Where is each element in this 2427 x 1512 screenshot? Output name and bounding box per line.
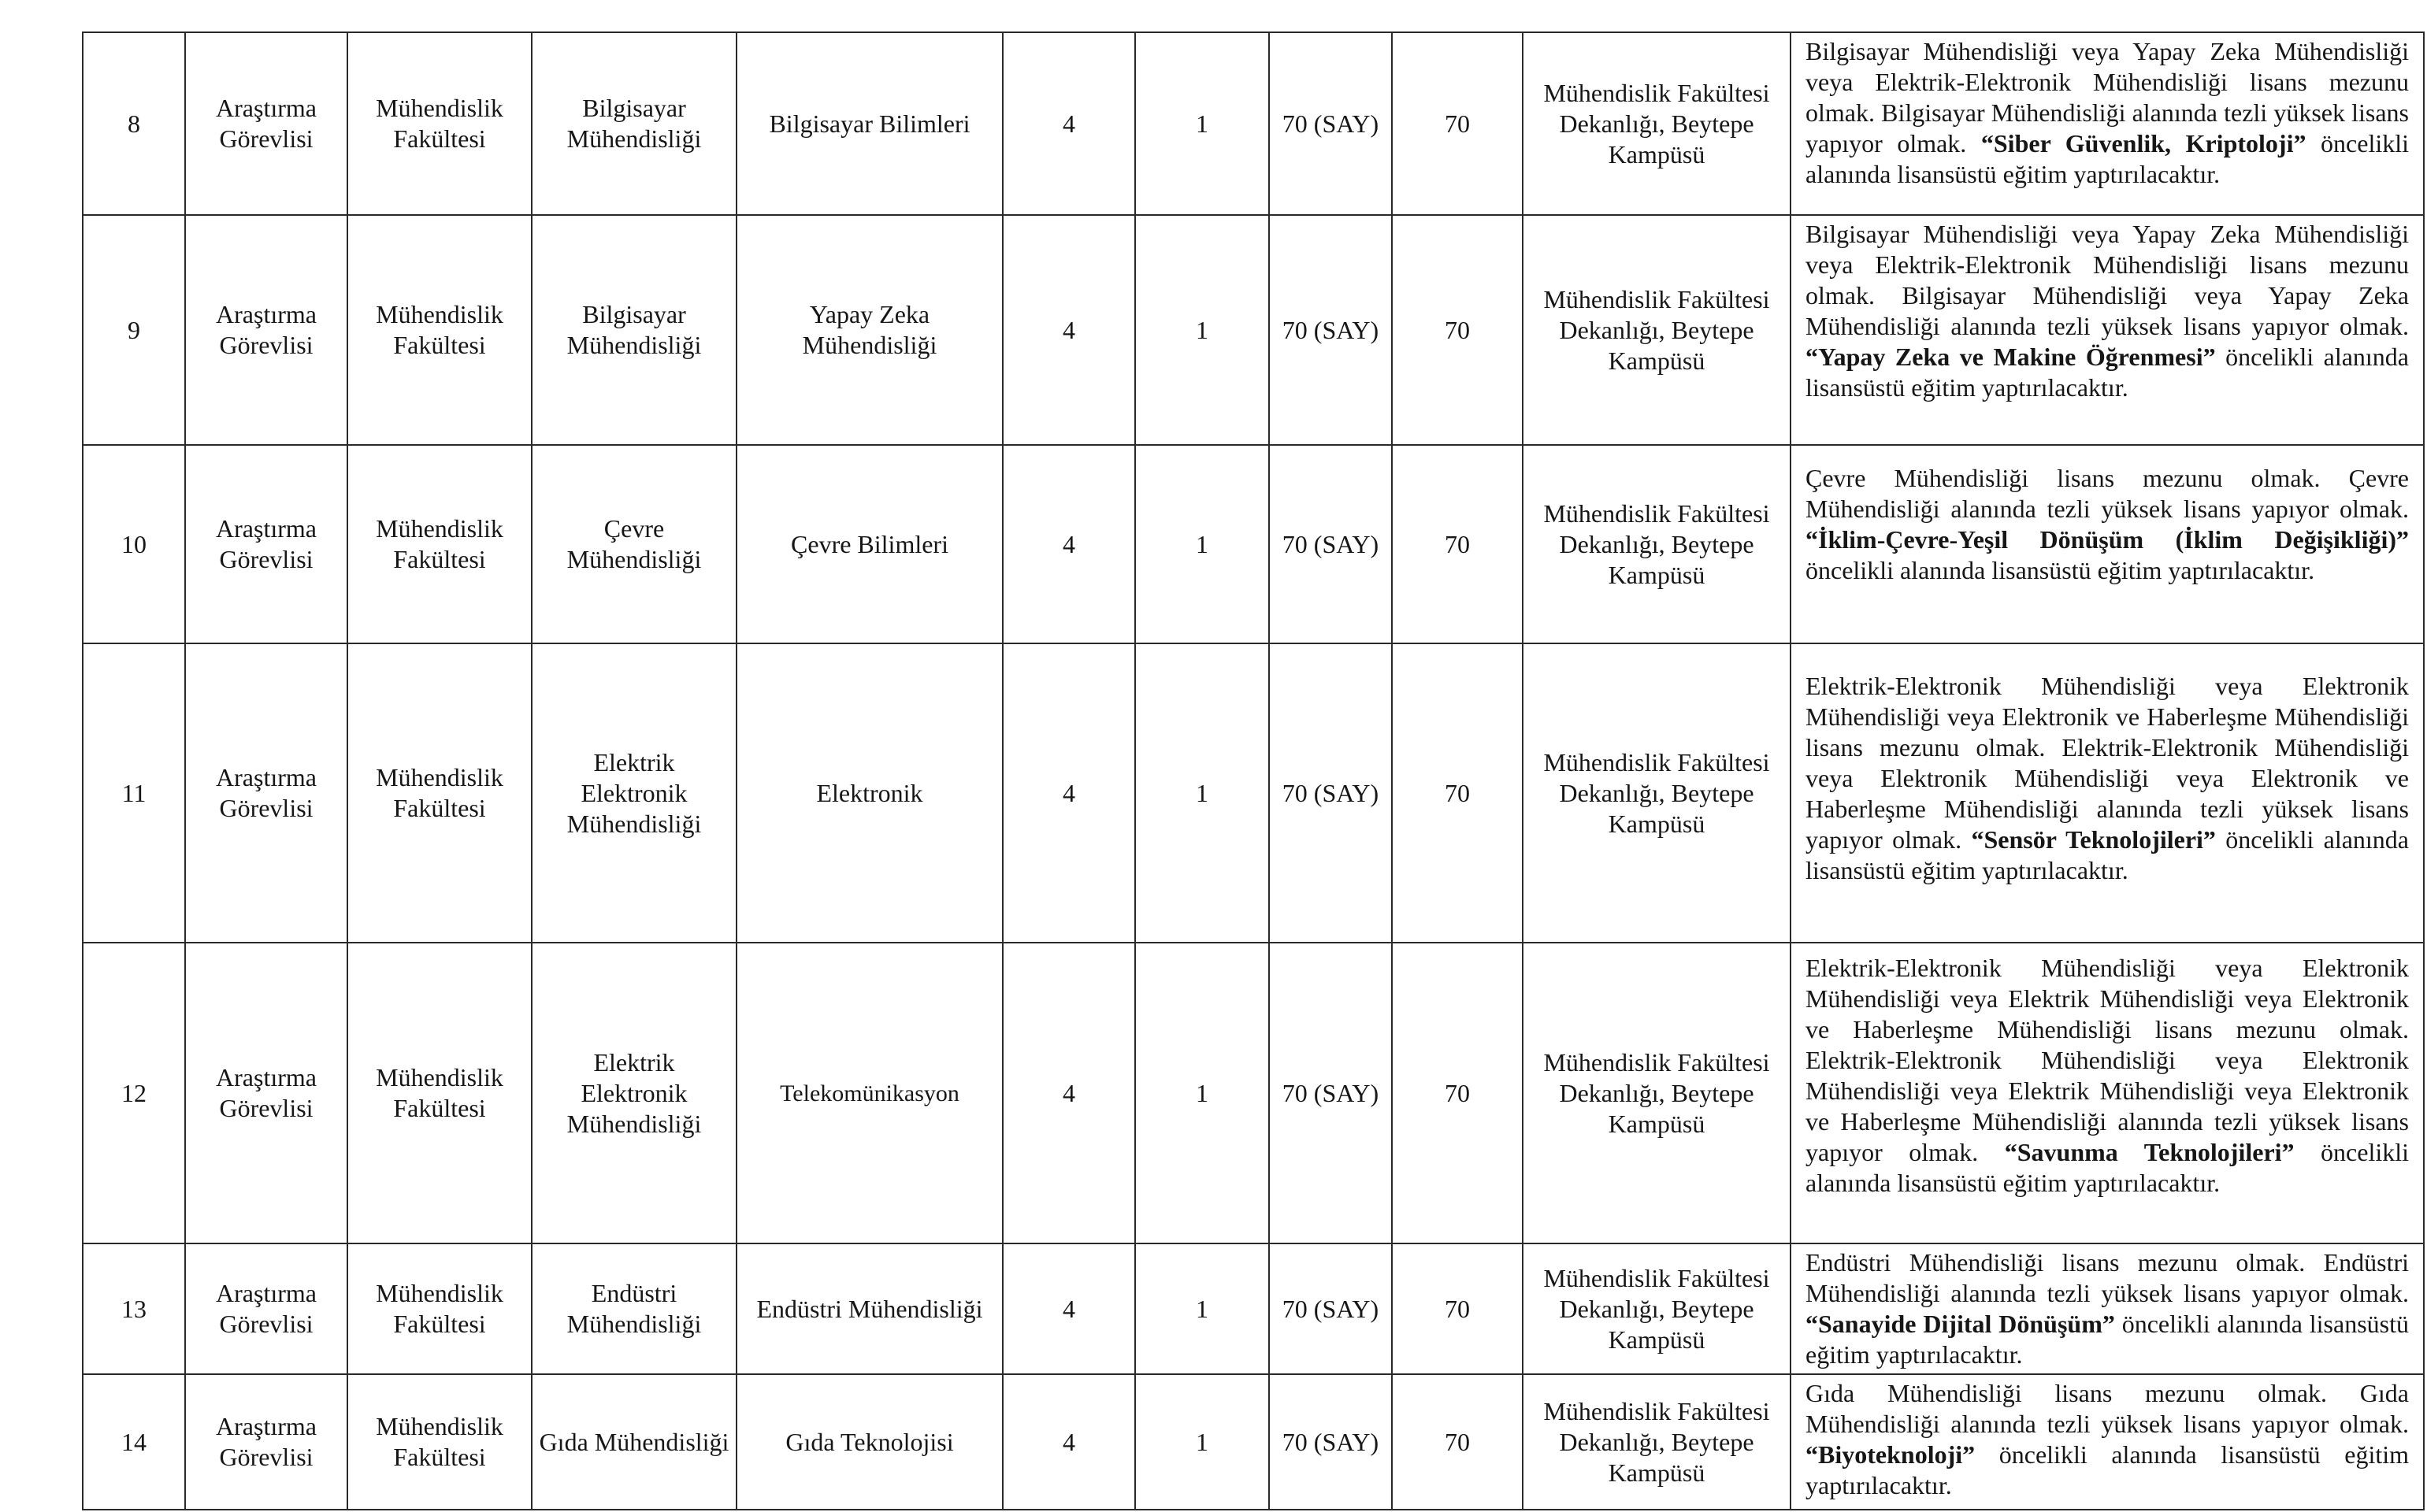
department: Endüstri Mühendisliği (532, 1243, 737, 1374)
table-row (83, 1374, 2424, 1510)
value-70: 70 (1392, 215, 1523, 445)
requirements-text-end: öncelikli alanında lisansüstü eğitim yaptırılacaktır. (1805, 1138, 2409, 1197)
field: Telekomünikasyon (737, 943, 1003, 1243)
value-70: 70 (1392, 1243, 1523, 1374)
position-title: Araştırma Görevlisi (185, 943, 347, 1243)
priority-area: “Yapay Zeka ve Makine Öğrenmesi” (1805, 343, 2216, 371)
field: Çevre Bilimleri (737, 445, 1003, 643)
value-1: 1 (1135, 215, 1269, 445)
row-number: 11 (83, 643, 185, 943)
table-row (83, 1243, 2424, 1374)
value-4: 4 (1003, 1374, 1135, 1510)
score: 70 (SAY) (1269, 32, 1392, 215)
score: 70 (SAY) (1269, 943, 1392, 1243)
value-4: 4 (1003, 445, 1135, 643)
application-place: Mühendislik Fakültesi Dekanlığı, Beytepe Kampüsü (1523, 643, 1791, 943)
priority-area: “İklim-Çevre-Yeşil Dönüşüm (İklim Değişikliği)” (1805, 525, 2409, 554)
priority-area: “Biyoteknoloji” (1805, 1440, 1976, 1469)
unit: Mühendislik Fakültesi (347, 215, 532, 445)
value-4: 4 (1003, 32, 1135, 215)
unit: Mühendislik Fakültesi (347, 1243, 532, 1374)
value-1: 1 (1135, 1374, 1269, 1510)
field: Bilgisayar Bilimleri (737, 32, 1003, 215)
requirements (1791, 215, 2424, 445)
value-4: 4 (1003, 943, 1135, 1243)
requirements (1791, 32, 2424, 215)
table-row (83, 32, 2424, 215)
position-title: Araştırma Görevlisi (185, 32, 347, 215)
application-place: Mühendislik Fakültesi Dekanlığı, Beytepe Kampüsü (1523, 1243, 1791, 1374)
value-1: 1 (1135, 32, 1269, 215)
requirements (1791, 1243, 2424, 1374)
application-place: Mühendislik Fakültesi Dekanlığı, Beytepe Kampüsü (1523, 1374, 1791, 1510)
requirements-text: Çevre Mühendisliği lisans mezunu olmak. Çevre Mühendisliği alanında tezli yüksek lisans yapıyor olmak. (1805, 464, 2409, 523)
unit: Mühendislik Fakültesi (347, 943, 532, 1243)
department: Elektrik Elektronik Mühendisliği (532, 643, 737, 943)
requirements-text-end: öncelikli alanında lisansüstü eğitim yaptırılacaktır. (1805, 343, 2410, 402)
row-number: 12 (83, 943, 185, 1243)
unit: Mühendislik Fakültesi (347, 1374, 532, 1510)
requirements-text-end: öncelikli alanında lisansüstü eğitim yaptırılacaktır. (1805, 825, 2410, 884)
value-1: 1 (1135, 643, 1269, 943)
application-place: Mühendislik Fakültesi Dekanlığı, Beytepe Kampüsü (1523, 32, 1791, 215)
table-body (83, 32, 2424, 1510)
unit: Mühendislik Fakültesi (347, 445, 532, 643)
field: Yapay Zeka Mühendisliği (737, 215, 1003, 445)
row-number: 9 (83, 215, 185, 445)
unit: Mühendislik Fakültesi (347, 643, 532, 943)
requirements (1791, 1374, 2424, 1510)
value-70: 70 (1392, 445, 1523, 643)
unit: Mühendislik Fakültesi (347, 32, 532, 215)
score: 70 (SAY) (1269, 643, 1392, 943)
value-1: 1 (1135, 1243, 1269, 1374)
department: Bilgisayar Mühendisliği (532, 32, 737, 215)
requirements (1791, 445, 2424, 643)
value-4: 4 (1003, 643, 1135, 943)
priority-area: “Sensör Teknolojileri” (1971, 825, 2216, 854)
requirements-text: Endüstri Mühendisliği lisans mezunu olmak. Endüstri Mühendisliği alanında tezli yüksek lisans yapıyor olmak. (1805, 1248, 2409, 1307)
value-4: 4 (1003, 215, 1135, 445)
value-70: 70 (1392, 643, 1523, 943)
position-title: Araştırma Görevlisi (185, 643, 347, 943)
department: Elektrik Elektronik Mühendisliği (532, 943, 737, 1243)
table-row (83, 215, 2424, 445)
application-place: Mühendislik Fakültesi Dekanlığı, Beytepe Kampüsü (1523, 943, 1791, 1243)
score: 70 (SAY) (1269, 445, 1392, 643)
value-1: 1 (1135, 445, 1269, 643)
priority-area: “Siber Güvenlik, Kriptoloji” (1980, 129, 2306, 158)
department: Gıda Mühendisliği (532, 1374, 737, 1510)
position-title: Araştırma Görevlisi (185, 1374, 347, 1510)
department: Çevre Mühendisliği (532, 445, 737, 643)
score: 70 (SAY) (1269, 215, 1392, 445)
value-70: 70 (1392, 943, 1523, 1243)
application-place: Mühendislik Fakültesi Dekanlığı, Beytepe Kampüsü (1523, 445, 1791, 643)
table-row (83, 643, 2424, 943)
priority-area: “Sanayide Dijital Dönüşüm” (1805, 1310, 2115, 1338)
department: Bilgisayar Mühendisliği (532, 215, 737, 445)
value-4: 4 (1003, 1243, 1135, 1374)
requirements-text: Bilgisayar Mühendisliği veya Yapay Zeka Mühendisliği veya Elektrik-Elektronik Mühendisliği lisans mezunu olmak. Bilgisayar Mühendisliği veya Yapay Zeka Mühendisliği alanında tezli yüksek lisans yapıyor olmak. (1805, 220, 2409, 340)
requirements-text-end: öncelikli alanında lisansüstü eğitim yaptırılacaktır. (1805, 1310, 2409, 1369)
priority-area: “Savunma Teknolojileri” (2004, 1138, 2295, 1166)
requirements-text: Elektrik-Elektronik Mühendisliği veya Elektronik Mühendisliği veya Elektrik Mühendisliği veya Elektronik ve Haberleşme Mühendisliği lisans mezunu olmak. Elektrik-Elektronik Mühendisliği veya Elektronik Mühendisliği veya Elektrik Mühendisliği veya Elektronik ve Haberleşme Mühendisliği alanında tezli yüksek lisans yapıyor olmak. (1805, 954, 2409, 1166)
requirements-text-end: öncelikli alanında lisansüstü eğitim yaptırılacaktır. (1805, 1440, 2409, 1499)
position-title: Araştırma Görevlisi (185, 445, 347, 643)
table-row (83, 445, 2424, 643)
field: Endüstri Mühendisliği (737, 1243, 1003, 1374)
value-70: 70 (1392, 1374, 1523, 1510)
requirements-text: Gıda Mühendisliği lisans mezunu olmak. Gıda Mühendisliği alanında tezli yüksek lisans yapıyor olmak. (1805, 1379, 2409, 1438)
position-title: Araştırma Görevlisi (185, 215, 347, 445)
requirements-text: Elektrik-Elektronik Mühendisliği veya Elektronik Mühendisliği veya Elektronik ve Haberleşme Mühendisliği lisans mezunu olmak. Elektrik-Elektronik Mühendisliği veya Elektronik Mühendisliği veya Elektronik ve Haberleşme Mühendisliği alanında tezli yüksek lisans yapıyor olmak. (1805, 672, 2409, 854)
requirements-text-end: öncelikli alanında lisansüstü eğitim yaptırılacaktır. (1805, 556, 2315, 584)
score: 70 (SAY) (1269, 1374, 1392, 1510)
row-number: 10 (83, 445, 185, 643)
row-number: 13 (83, 1243, 185, 1374)
application-place: Mühendislik Fakültesi Dekanlığı, Beytepe Kampüsü (1523, 215, 1791, 445)
position-table (82, 32, 2425, 1510)
value-70: 70 (1392, 32, 1523, 215)
requirements (1791, 943, 2424, 1243)
field: Elektronik (737, 643, 1003, 943)
score: 70 (SAY) (1269, 1243, 1392, 1374)
row-number: 14 (83, 1374, 185, 1510)
requirements (1791, 643, 2424, 943)
row-number: 8 (83, 32, 185, 215)
value-1: 1 (1135, 943, 1269, 1243)
field: Gıda Teknolojisi (737, 1374, 1003, 1510)
requirements-text: Bilgisayar Mühendisliği veya Yapay Zeka Mühendisliği veya Elektrik-Elektronik Mühendisliği lisans mezunu olmak. Bilgisayar Mühendisliği alanında tezli yüksek lisans yapıyor olmak. (1805, 37, 2409, 158)
position-title: Araştırma Görevlisi (185, 1243, 347, 1374)
requirements-text-end: öncelikli alanında lisansüstü eğitim yaptırılacaktır. (1805, 129, 2410, 188)
table-row (83, 943, 2424, 1243)
